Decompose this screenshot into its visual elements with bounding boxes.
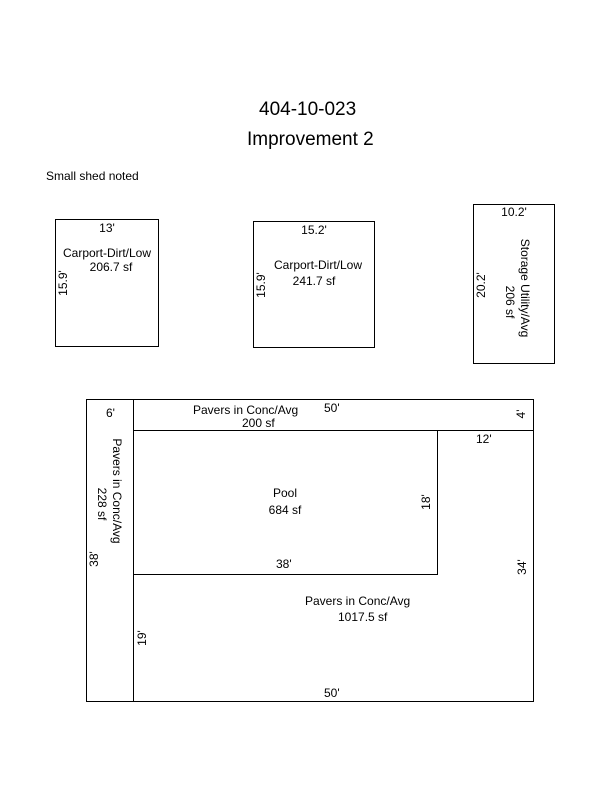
pool-area: 684 sf — [268, 503, 302, 517]
storage-label: Storage Utility/Avg — [518, 238, 532, 338]
carport-1-width-dim: 13' — [99, 221, 115, 235]
left-pavers-label: Pavers in Conc/Avg — [110, 438, 124, 544]
top-pavers-length-dim: 50' — [324, 401, 340, 415]
carport-2-height-dim: 15.9' — [254, 272, 268, 298]
carport-1-height-dim: 15.9' — [56, 270, 70, 296]
carport-1 — [55, 219, 159, 347]
pool-height-dim: 18' — [419, 494, 433, 510]
carport-2-width-dim: 15.2' — [301, 223, 327, 237]
pool-width-dim: 38' — [276, 557, 292, 571]
carport-2-area: 241.7 sf — [292, 274, 336, 288]
shed-note: Small shed noted — [46, 169, 139, 183]
bottom-pavers-label: Pavers in Conc/Avg — [305, 594, 411, 608]
storage-height-dim: 20.2' — [474, 272, 488, 298]
improvement-title: Improvement 2 — [247, 129, 374, 150]
carport-2-label: Carport-Dirt/Low — [273, 258, 363, 272]
bottom-pavers-bottom-dim: 50' — [324, 686, 340, 700]
pool-label: Pool — [272, 486, 298, 500]
storage-width-dim: 10.2' — [501, 205, 527, 219]
carport-1-area: 206.7 sf — [89, 260, 133, 274]
bottom-pavers-area: 1017.5 sf — [338, 610, 388, 624]
top-pavers-area: 200 sf — [242, 416, 275, 430]
bottom-pavers-left-dim: 19' — [135, 630, 149, 646]
pool-offset-dim: 12' — [476, 432, 492, 446]
bottom-pavers-right-dim: 34' — [515, 559, 529, 575]
carport-1-label: Carport-Dirt/Low — [62, 246, 152, 260]
left-pavers-area: 228 sf — [95, 487, 109, 521]
top-pavers-right-dim: 4' — [514, 409, 528, 419]
left-pavers-length-dim: 38' — [87, 551, 101, 567]
top-pavers-label: Pavers in Conc/Avg — [193, 403, 299, 417]
top-pavers-left-dim: 6' — [106, 406, 115, 420]
storage-area: 206 sf — [503, 285, 517, 319]
parcel-id: 404-10-023 — [259, 99, 357, 120]
